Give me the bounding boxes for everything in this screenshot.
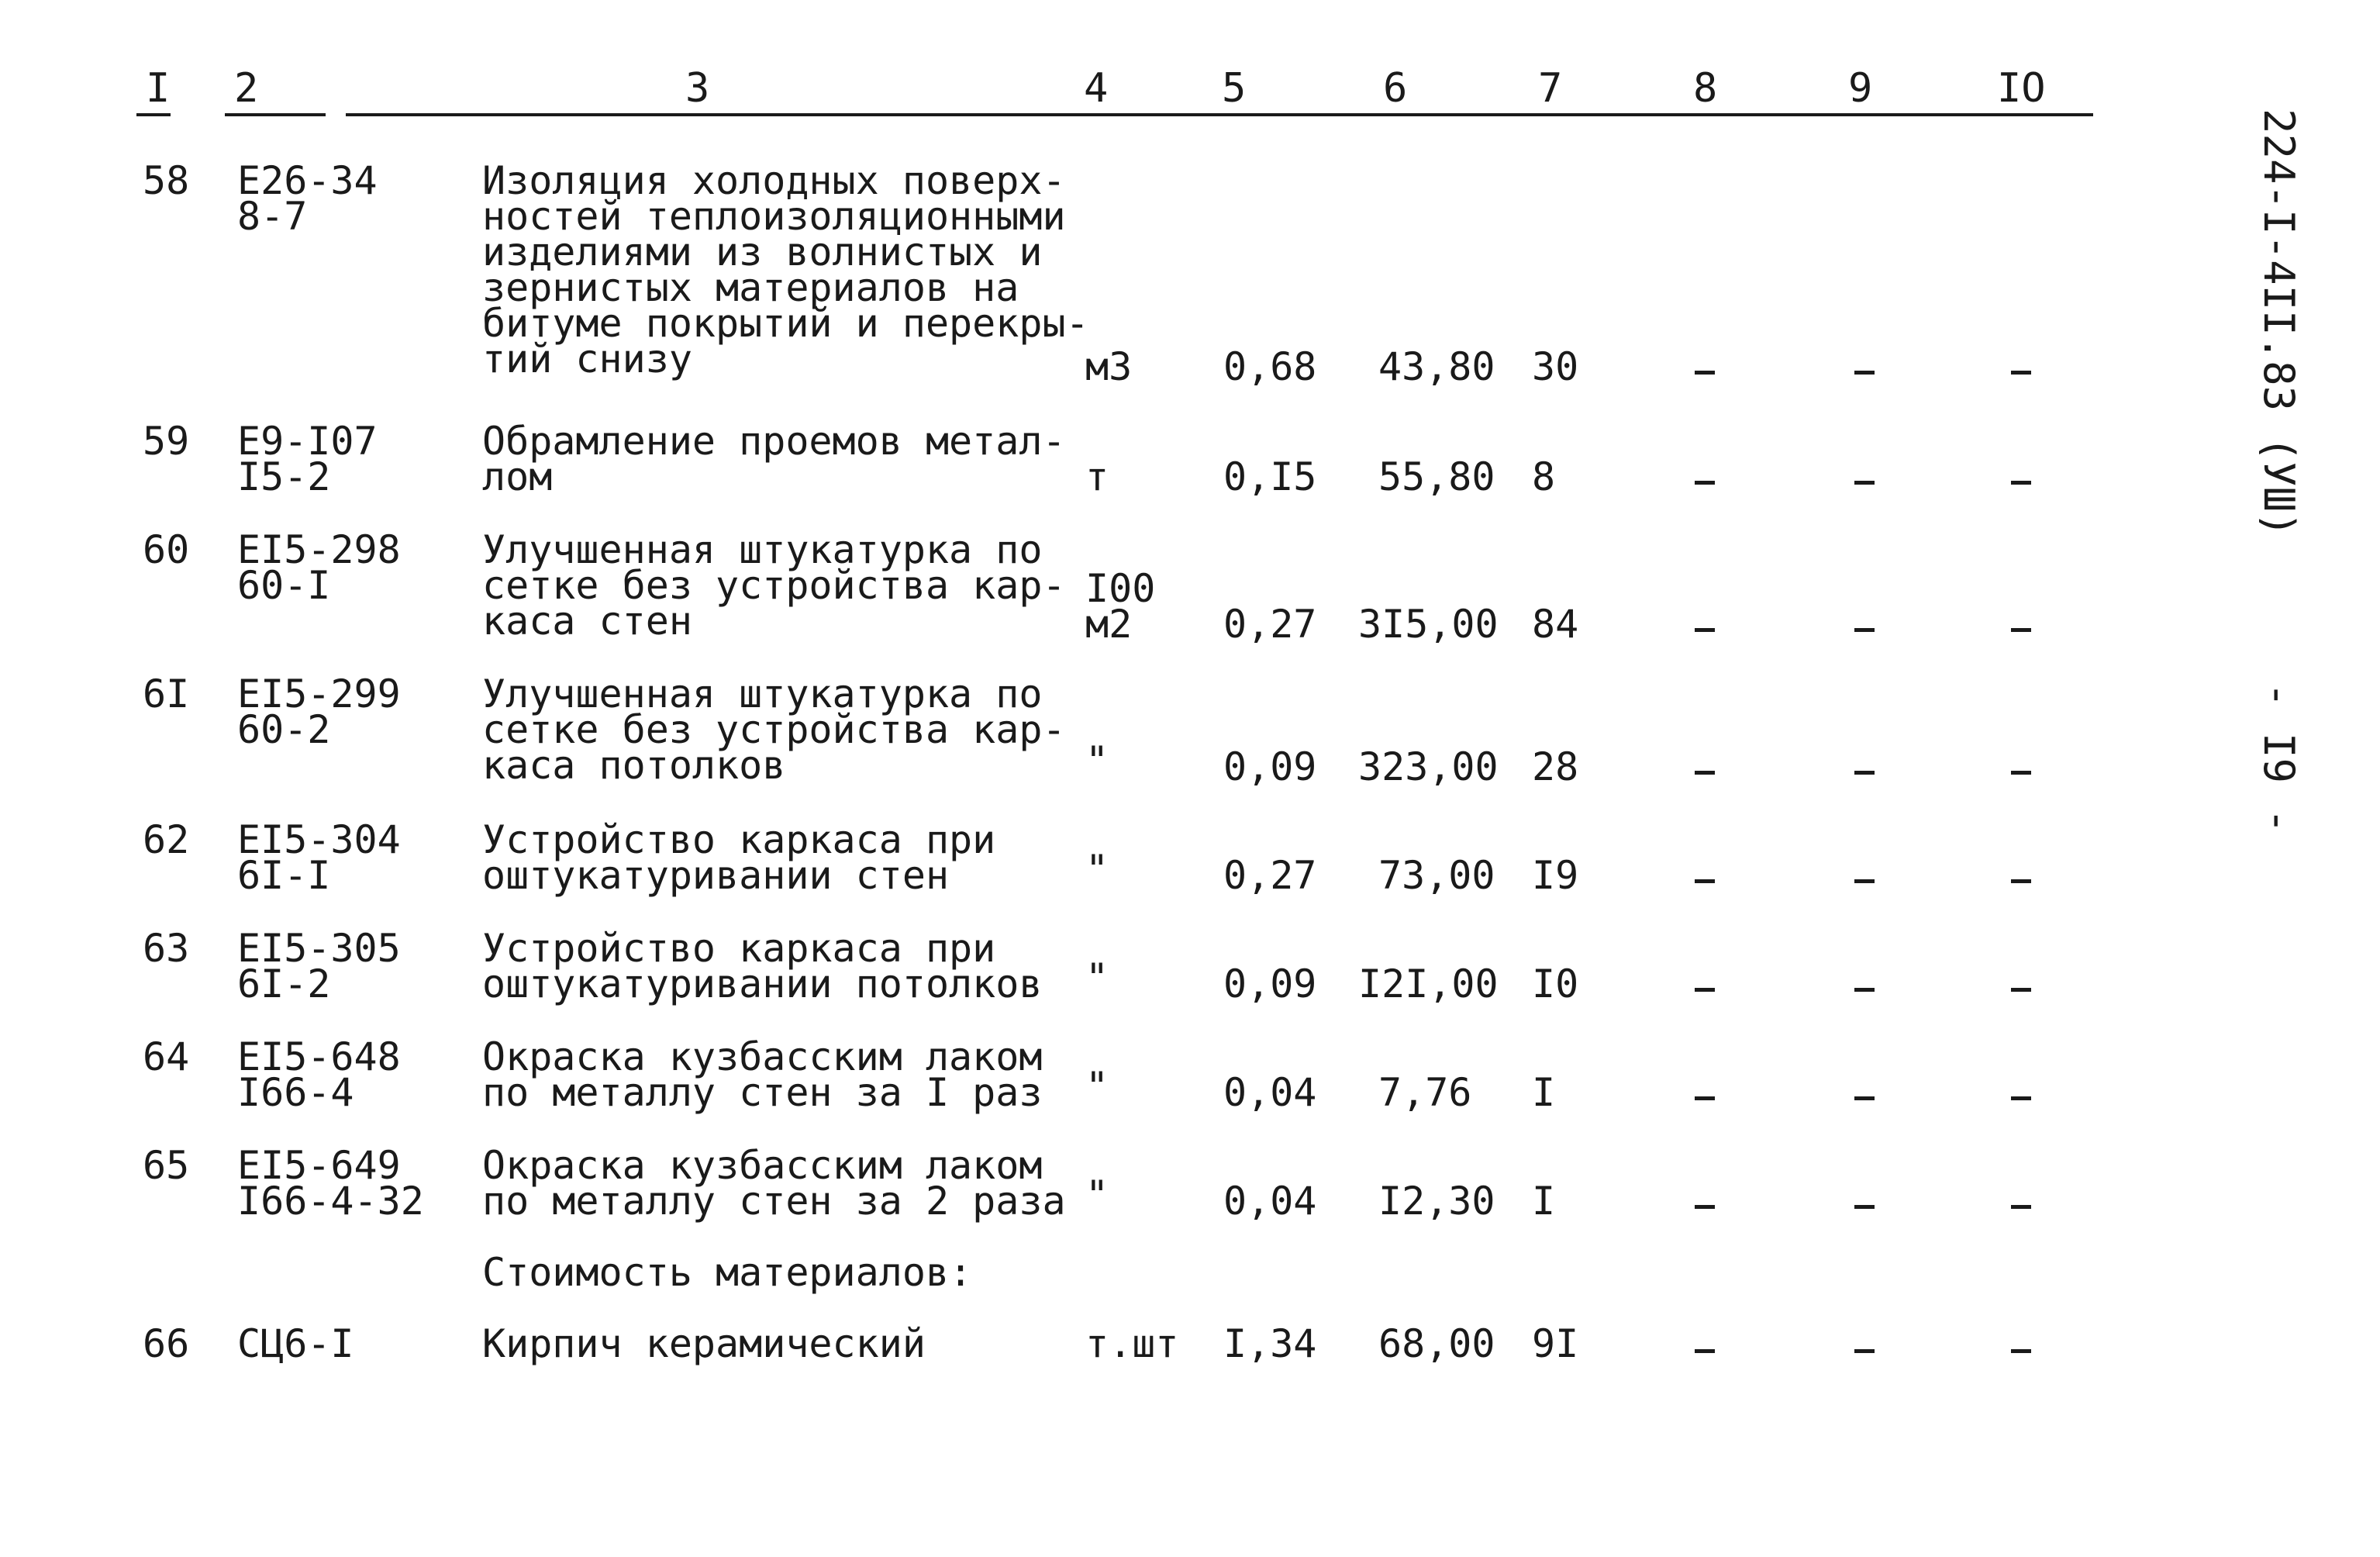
row-dash-col9 [1854, 1349, 1875, 1353]
row-price: 73,00 [1378, 853, 1495, 898]
header-col-1: I [146, 65, 171, 112]
row-name: Окраска кузбасским лаком по металлу стен за 2 раза [482, 1143, 1066, 1224]
row-unit: " [1085, 955, 1109, 1000]
row-code: Е9-I07 I5-2 [237, 419, 378, 499]
row-price: 55,80 [1378, 454, 1495, 499]
row-code: ЕI5-298 60-I [237, 527, 401, 608]
row-dash-col10 [2011, 1096, 2031, 1100]
header-col-9: 9 [1848, 65, 1873, 112]
header-underline [346, 113, 2093, 116]
row-number: 65 [143, 1143, 190, 1188]
row-quantity: 0,27 [1223, 602, 1317, 647]
row-quantity: 0,09 [1223, 744, 1317, 789]
row-name: Изоляция холодных поверх- ностей теплоизоляционными изделиями из волнистых и зернистых материалов на битуме покрытий и перекры- тий снизу [482, 158, 1089, 381]
page-number: - I9 - [2254, 682, 2303, 834]
row-dash-col8 [1695, 879, 1715, 883]
row-dash-col10 [2011, 371, 2031, 375]
row-dash-col8 [1695, 1205, 1715, 1209]
row-quantity: 0,04 [1223, 1179, 1317, 1224]
row-price: 43,80 [1378, 344, 1495, 389]
row-dash-col10 [2011, 481, 2031, 485]
row-total: I0 [1532, 961, 1579, 1006]
row-number: 64 [143, 1034, 190, 1079]
document-code: 224-I-4II.83 (УШ) [2254, 109, 2303, 537]
row-quantity: 0,68 [1223, 344, 1317, 389]
row-unit: м3 [1085, 344, 1133, 389]
header-col-6: 6 [1383, 65, 1408, 112]
header-col-10: IO [1997, 65, 2046, 112]
section-title: Стоимость материалов: [482, 1250, 973, 1295]
row-dash-col8 [1695, 1349, 1715, 1353]
row-price: 68,00 [1378, 1321, 1495, 1366]
header-underline [225, 113, 326, 116]
row-dash-col10 [2011, 879, 2031, 883]
row-total: 30 [1532, 344, 1579, 389]
row-name: Кирпич керамический [482, 1321, 926, 1366]
row-price: I2I,00 [1358, 961, 1499, 1006]
row-price: 7,76 [1378, 1070, 1472, 1115]
row-dash-col10 [2011, 1349, 2031, 1353]
header-underline [136, 113, 171, 116]
row-number: 66 [143, 1321, 190, 1366]
row-dash-col9 [1854, 1205, 1875, 1209]
row-code: ЕI5-649 I66-4-32 [237, 1143, 424, 1224]
row-dash-col10 [2011, 771, 2031, 775]
row-dash-col9 [1854, 771, 1875, 775]
header-col-3: 3 [685, 65, 710, 112]
row-total: I9 [1532, 853, 1579, 898]
row-code: ЕI5-648 I66-4 [237, 1034, 401, 1115]
row-dash-col8 [1695, 1096, 1715, 1100]
row-total: 8 [1532, 454, 1556, 499]
row-dash-col8 [1695, 771, 1715, 775]
row-name: Устройство каркаса при оштукатуривании потолков [482, 926, 1043, 1006]
row-name: Обрамление проемов метал- лом [482, 419, 1066, 499]
row-unit: " [1085, 1064, 1109, 1109]
row-number: 62 [143, 817, 190, 862]
row-number: 58 [143, 158, 190, 203]
row-number: 59 [143, 419, 190, 464]
row-quantity: 0,27 [1223, 853, 1317, 898]
row-code: ЕI5-299 60-2 [237, 671, 401, 752]
row-dash-col9 [1854, 879, 1875, 883]
header-col-7: 7 [1538, 65, 1563, 112]
row-code: СЦ6-I [237, 1321, 354, 1366]
row-dash-col9 [1854, 371, 1875, 375]
row-dash-col8 [1695, 481, 1715, 485]
row-dash-col8 [1695, 371, 1715, 375]
row-dash-col10 [2011, 1205, 2031, 1209]
row-dash-col9 [1854, 481, 1875, 485]
row-dash-col10 [2011, 628, 2031, 632]
row-quantity: I,34 [1223, 1321, 1317, 1366]
row-number: 63 [143, 926, 190, 971]
row-dash-col9 [1854, 988, 1875, 992]
row-total: I [1532, 1179, 1556, 1224]
row-price: I2,30 [1378, 1179, 1495, 1224]
row-total: I [1532, 1070, 1556, 1115]
header-col-2: 2 [234, 65, 259, 112]
row-dash-col9 [1854, 628, 1875, 632]
row-unit: " [1085, 738, 1109, 783]
row-name: Окраска кузбасским лаком по металлу стен за I раз [482, 1034, 1043, 1115]
row-price: 323,00 [1358, 744, 1499, 789]
header-col-5: 5 [1222, 65, 1247, 112]
row-unit: " [1085, 1172, 1109, 1217]
row-dash-col9 [1854, 1096, 1875, 1100]
row-quantity: 0,04 [1223, 1070, 1317, 1115]
row-dash-col10 [2011, 988, 2031, 992]
row-quantity: 0,09 [1223, 961, 1317, 1006]
row-code: Е26-34 8-7 [237, 158, 378, 239]
row-price: 3I5,00 [1358, 602, 1499, 647]
row-total: 28 [1532, 744, 1579, 789]
row-unit: т [1085, 454, 1109, 499]
row-number: 60 [143, 527, 190, 572]
row-total: 84 [1532, 602, 1579, 647]
row-unit: I00 м2 [1085, 566, 1156, 647]
row-name: Устройство каркаса при оштукатуривании стен [482, 817, 996, 898]
row-code: ЕI5-304 6I-I [237, 817, 401, 898]
row-number: 6I [143, 671, 190, 716]
row-quantity: 0,I5 [1223, 454, 1317, 499]
row-name: Улучшенная штукатурка по сетке без устройства кар- каса потолков [482, 671, 1066, 788]
row-name: Улучшенная штукатурка по сетке без устройства кар- каса стен [482, 527, 1066, 644]
row-code: ЕI5-305 6I-2 [237, 926, 401, 1006]
row-dash-col8 [1695, 988, 1715, 992]
row-unit: т.шт [1085, 1321, 1179, 1366]
row-unit: " [1085, 847, 1109, 892]
header-col-4: 4 [1084, 65, 1109, 112]
header-col-8: 8 [1693, 65, 1718, 112]
row-dash-col8 [1695, 628, 1715, 632]
row-total: 9I [1532, 1321, 1579, 1366]
